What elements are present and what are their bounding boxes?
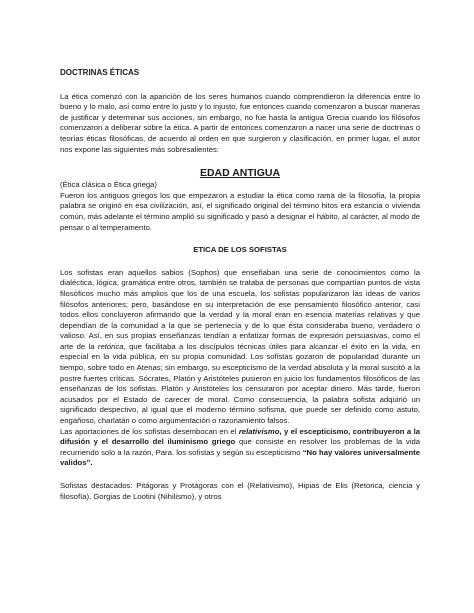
- sofistas-p2-bold-italic: relativismo: [238, 426, 280, 436]
- sofistas-paragraph-3: Sofistas destacados: Pitágoras y Protágoras con el (Relativismo), Hipias de Elis (Retorica, ciencia y filosofía), Gorgias de Lootini (Nihilismo), y otros: [60, 481, 420, 501]
- era-paragraph: Fueron los antiguos griegos los que empezaron a estudiar la ética como rama de la filosofía, la propia palabra se originó en esa civilización, así, el significado original del término hitos era estancia o vivienda común, más adelante el término amplió su significado y pasó a designar el hábito, al carácter, al modo de pensar o al temperamento.: [60, 190, 420, 232]
- sofistas-p2-text-b: que consiste en resolver los problemas de la vida recurriendo solo a la razón, Para. los sofistas y según su escepticismo: [60, 437, 420, 457]
- sofistas-p2-bold: , y el escepticismo, contribuyeron a la difusión y el desarrollo del iluminismo griego: [60, 426, 420, 447]
- era-title: EDAD ANTIGUA: [199, 167, 281, 180]
- document-body: [60, 68, 420, 502]
- sofistas-p1-text-b: , que facilitaba a los discípulos técnicas útiles para alcanzar el éxito en la vida, en especial en la vida pública, en su propia comunidad. Los sofistas gozaron de popularidad durante un tiempo, sobre todo en Atenas; sin embargo, su escepticismo de la verdad absoluta y la moral suscitó a la postre fuertes críticas. Sócrates, Platón y Aristóteles pusieron en juicio los fundamentos filosóficos de las enseñanzas de los sofistas. Platón y Aristóteles los censuraron por aceptar dinero. Más tarde, fueron acusados por el Estado de carecer de moral. Como consecuencia, la palabra sofista adquirió un significado despectivo, al igual que el moderno término sofisma, que puede ser definido como astuto, engañoso, charlatán o como argumentación o razonamiento falsos.: [60, 341, 420, 426]
- intro-paragraph: La ética comenzó con la aparición de los seres humanos cuando comprendieron la diferencia entre lo bueno y lo malo, así como entre lo justo y lo injusto, fue entonces cuando comenzaron a buscar maneras de justificar y determinar sus acciones, sin embargo, no fue hasta la antigua Grecia cuando los filósofos comenzaron a deliberar sobre la ética. A partir de entonces comenzaron a nacer una serie de doctrinas o teorías éticas filosóficas, de acuerdo al orden en que surgieron y clasificación, en primer lugar, el autor nos expone las siguientes más sobresalientes:: [60, 91, 420, 154]
- section-title: ETICA DE LOS SOFISTAS: [193, 245, 287, 255]
- sofistas-p1-text-a: Los sofistas eran aquellos sabios (Sophos) que enseñaban una serie de conocimientos como la dialéctica, lógica, gramática entre otros, también se trataba de personas que compartían puntos de vista filosóficos mucho más amplios que los de una escuela, los sofistas popularizaron las ideas de varios filósofos anteriores; pero, basándose en su interpretación de ese pensamiento filosófico anterior, casi todos ellos concluyeron afirmando que la verdad y la moral eran en esencia materias relativas y que dependían de la comunidad a la que se pertenecía y de lo que ésta consideraba bueno, verdadero o valioso. Así, en sus propias enseñanzas tendían a enfatizar formas de expresión persuasivas, como el arte de la: [60, 267, 420, 351]
- sofistas-p2-quote: “No hay valores universalmente validos”.: [60, 447, 420, 468]
- sofistas-p1-italic: retórica: [97, 341, 124, 351]
- document-heading: DOCTRINAS ÉTICAS: [60, 68, 140, 77]
- sofistas-paragraph-2: [60, 427, 420, 469]
- sofistas-p2-text-a: Las aportaciones de los sofistas desembocan en el: [60, 426, 239, 436]
- sofistas-paragraph-1: [60, 268, 420, 427]
- era-subtitle: (Ética clásica o Ética griega): [60, 180, 157, 190]
